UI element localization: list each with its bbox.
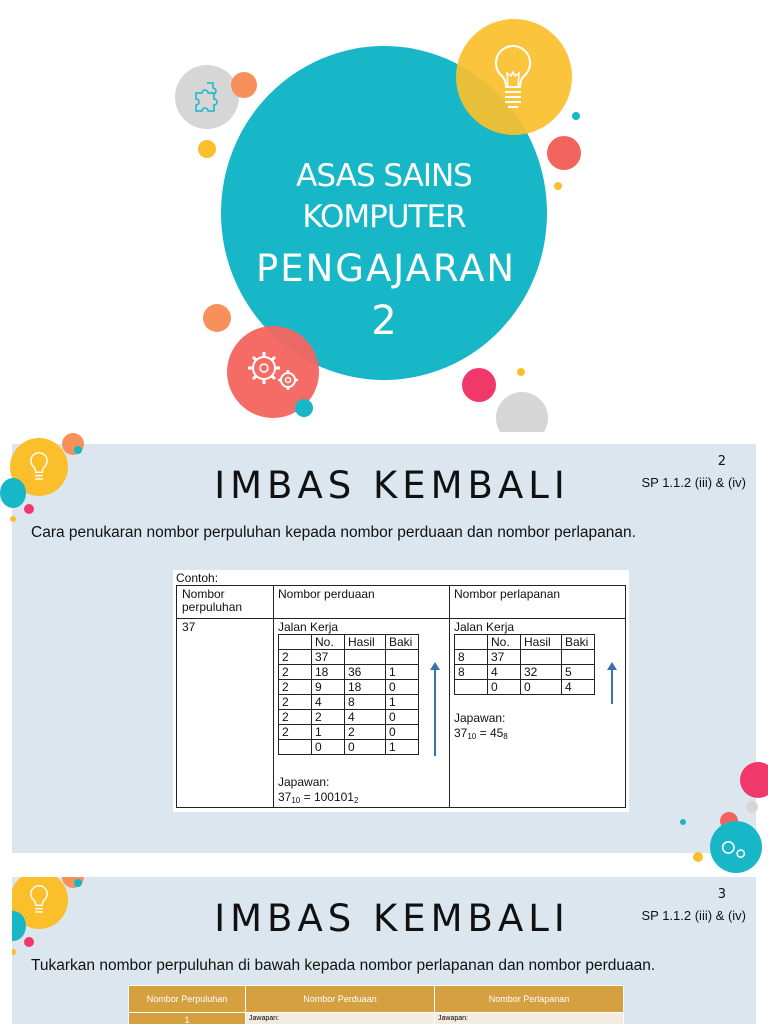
- title-line-2: KOMPUTER: [302, 199, 466, 235]
- deco-dot-yellow-s2b: [693, 852, 703, 862]
- binary-working-label: Jalan Kerja: [278, 620, 339, 634]
- deco-dot-teal-s2b: [680, 819, 686, 825]
- binary-answer: $37_{10} = 100101_2$: [278, 790, 359, 805]
- deco-circle-yellow-small: [198, 140, 216, 158]
- octal-working-label: Jalan Kerja: [454, 620, 515, 634]
- binary-answer-label: Japawan:: [278, 775, 330, 789]
- slide-title: IMBAS KEMBALI: [214, 464, 570, 507]
- deco-dot-yellow-s3: [12, 949, 16, 955]
- slide-number: 3: [717, 887, 726, 902]
- binary-table: No. Hasil Baki 2 37 2 18 36 1 2 9 18 0 2 4 8 1 2 2 4 0 2 1 2 0 0 0 1: [278, 634, 419, 755]
- deco-circle-orange: [231, 72, 257, 98]
- up-arrow-icon: [434, 668, 436, 756]
- answer-cell[interactable]: Jawapan:: [435, 1013, 624, 1024]
- deco-circle-pink-s2b: [740, 762, 768, 798]
- example-table: [176, 585, 626, 808]
- answer-cell[interactable]: Jawapan:: [246, 1013, 435, 1024]
- deco-dot-teal: [572, 112, 580, 120]
- header-octal: Nombor perlapanan: [454, 587, 561, 601]
- gears-icon: [718, 837, 748, 861]
- title-line-3: PENGAJARAN: [255, 247, 517, 290]
- title-line-4: 2: [371, 298, 397, 344]
- header-octal: Nombor Perlapanan: [435, 986, 624, 1013]
- deco-circle-teal-small: [295, 399, 313, 417]
- slide-description: Tukarkan nombor perpuluhan di bawah kepada nombor perlapanan dan nombor perduaan.: [31, 957, 656, 974]
- header-decimal: Nombor Perpuluhan: [129, 986, 246, 1013]
- deco-circle-pink: [462, 368, 496, 402]
- slide-description: Cara penukaran nombor perpuluhan kepada nombor perduaan dan nombor perlapanan.: [31, 524, 636, 541]
- octal-answer: $37_{10} = 45_8$: [454, 726, 508, 741]
- deco-dot-yellow-s2: [10, 516, 16, 522]
- example-figure: [173, 570, 629, 812]
- slide-title: IMBAS KEMBALI: [214, 897, 570, 940]
- standard-code: SP 1.1.2 (iii) & (iv): [641, 908, 746, 923]
- octal-table: No. Hasil Baki 8 37 8 4 32 5 0 0 4: [454, 634, 595, 695]
- deco-dot-teal-s2: [74, 446, 82, 454]
- puzzle-icon: [191, 80, 225, 114]
- slide-number: 2: [717, 454, 726, 469]
- deco-dot-yellow: [554, 182, 562, 190]
- deco-dot-yellow-2: [517, 368, 525, 376]
- header-decimal: Nombor perpuluhan: [182, 587, 243, 614]
- octal-answer-label: Japawan:: [454, 711, 506, 725]
- deco-dot-gray-s2b: [746, 801, 758, 813]
- header-binary: Nombor Perduaan: [246, 986, 435, 1013]
- deco-circle-gray-2: [496, 392, 548, 432]
- decimal-value: 37: [182, 620, 196, 634]
- gears-icon: [244, 348, 302, 394]
- slide-2[interactable]: [12, 444, 756, 853]
- standard-code: SP 1.1.2 (iii) & (iv): [641, 475, 746, 490]
- example-label: Contoh:: [176, 571, 219, 585]
- deco-circle-coral: [547, 136, 581, 170]
- exercise-table: [128, 985, 624, 1024]
- up-arrow-icon: [611, 668, 613, 704]
- lightbulb-icon: [490, 42, 536, 114]
- header-binary: Nombor perduaan: [278, 587, 375, 601]
- title-line-1: ASAS SAINS: [296, 158, 472, 194]
- title-slide[interactable]: [0, 0, 768, 432]
- deco-dot-teal-s3: [74, 879, 82, 887]
- slide-3[interactable]: [12, 877, 756, 1024]
- row-number: 1: [129, 1013, 246, 1024]
